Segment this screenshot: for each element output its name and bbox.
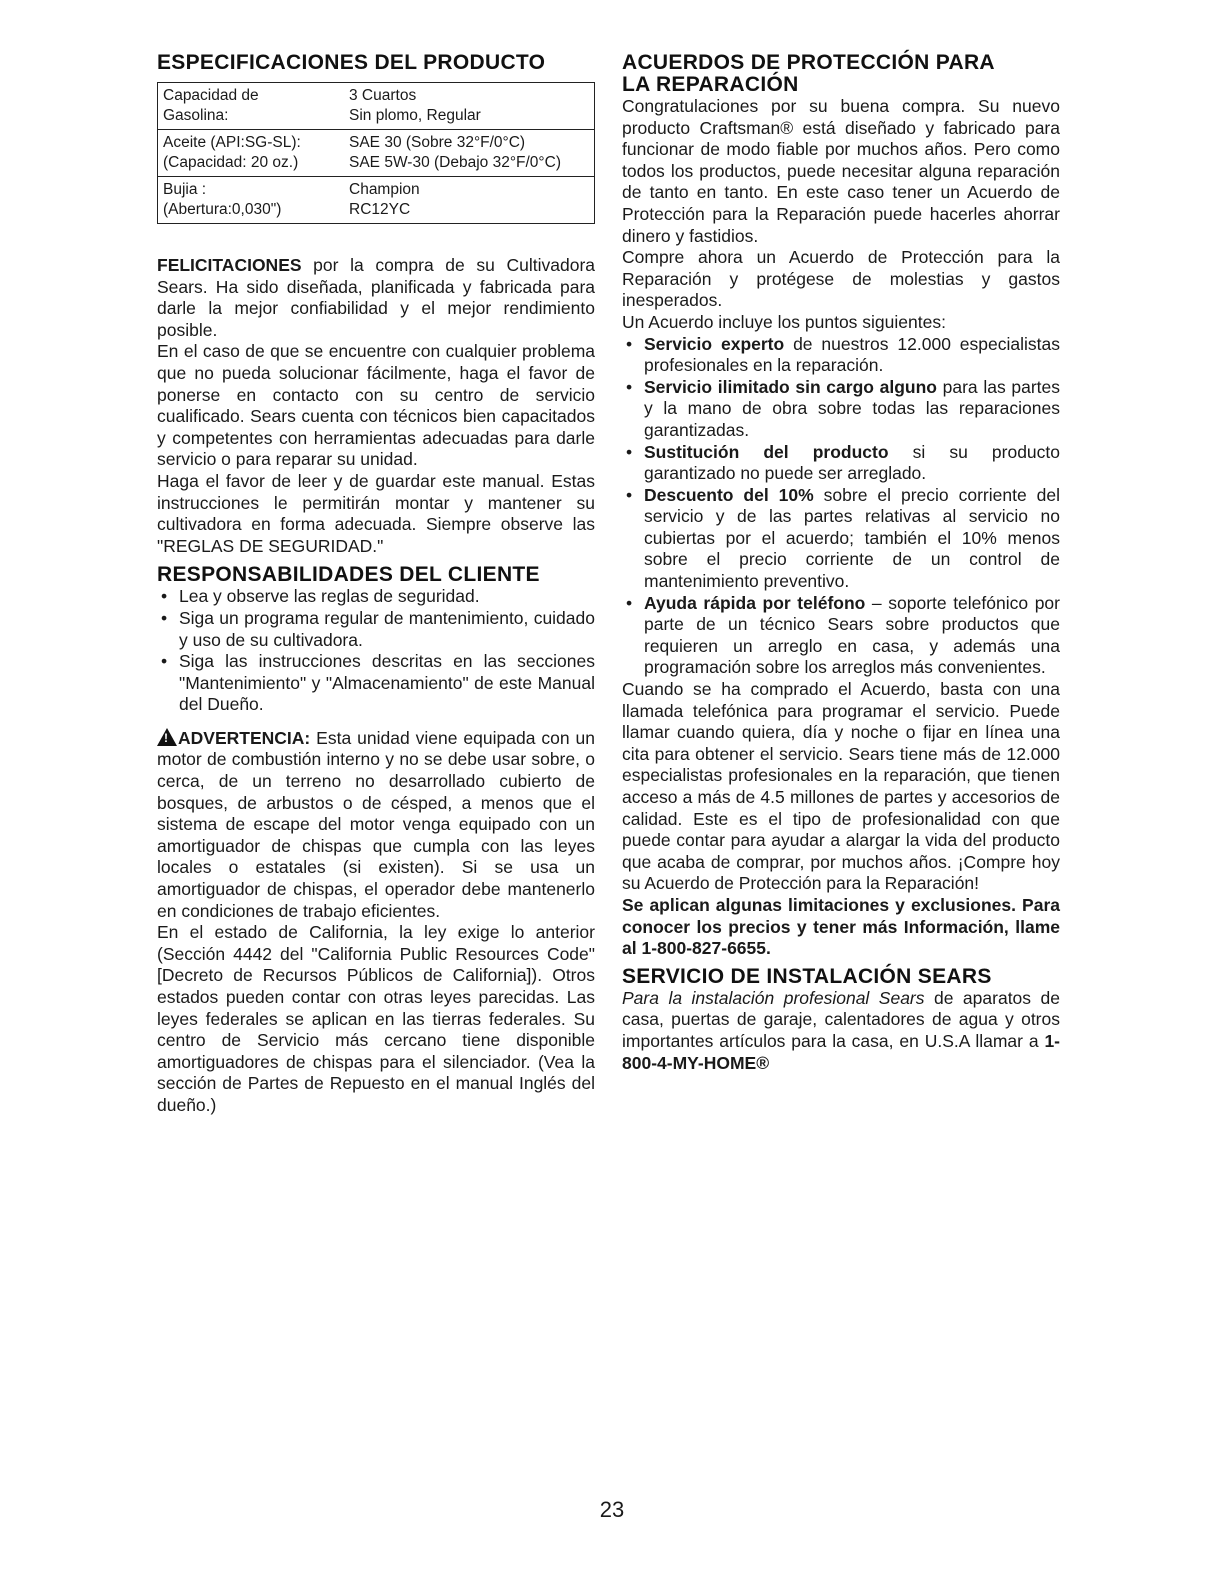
congrats-paragraph <box>157 255 595 341</box>
spec-label: Bujia : (Abertura:0,030") <box>163 181 282 218</box>
spec-table <box>157 82 595 224</box>
buy-paragraph: Compre ahora un Acuerdo de Protección para la Reparación y protégese de molestias y gastos inesperados. <box>622 247 1060 311</box>
list-item <box>622 485 1060 593</box>
protection-title-line1: ACUERDOS DE PROTECCIÓN PARA <box>622 51 995 74</box>
list-item <box>622 377 1060 442</box>
responsibilities-title: RESPONSABILIDADES DEL CLIENTE <box>157 563 540 587</box>
intro-paragraph: Congratulaciones por su buena compra. Su nuevo producto Craftsman® está diseñado y fabricado para funcionar de modo fiable por muchos años. Pero como todos los productos, puede necesitar alguna reparación de tanto en tanto. En este caso tener un Acuerdo de Protección para la Reparación puede hacerles ahorrar dinero y fastidios. <box>622 96 1060 246</box>
left-column <box>157 52 595 1117</box>
spec-value: SAE 30 (Sobre 32°F/0°C) SAE 5W-30 (Debajo 32°F/0°C) <box>349 134 561 171</box>
warning-paragraph <box>157 728 595 922</box>
benefits-list <box>622 334 1060 680</box>
install-phone: 1-800-4-MY-HOME® <box>622 1030 1060 1073</box>
page-number: 23 <box>599 1497 625 1522</box>
install-italic: Para la instalación profesional Sears <box>622 987 925 1008</box>
congrats-lead: FELICITACIONES <box>157 255 302 275</box>
limits-paragraph: Se aplican algunas limitaciones y exclusiones. Para conocer los precios y tener más Información, llame al 1-800-827-6655. <box>622 894 1060 959</box>
spec-value: 3 Cuartos Sin plomo, Regular <box>349 87 481 124</box>
benefit-text: sobre el precio corriente del servicio y de las partes relativas al servicio no cubiertas por el acuerdo; también el 10% menos sobre el precio corriente de un control de mantenimiento preventivo. <box>644 484 1061 592</box>
benefit-text: para las partes y la mano de obra sobre todas las reparaciones garantizadas. <box>644 376 1060 440</box>
spec-label: Aceite (API:SG-SL): (Capacidad: 20 oz.) <box>163 134 301 171</box>
benefit-bold: Servicio ilimitado sin cargo alguno <box>644 376 937 397</box>
spec-value: Champion RC12YC <box>349 181 420 218</box>
benefit-text: de nuestros 12.000 especialistas profesionales en la reparación. <box>644 333 1060 376</box>
list-item <box>622 442 1060 485</box>
warning-icon <box>157 728 177 746</box>
list-item <box>622 334 1060 377</box>
benefit-text: si su producto garantizado no puede ser arreglado. <box>644 441 1061 484</box>
responsibilities-list <box>157 586 595 716</box>
includes-paragraph: Un Acuerdo incluye los puntos siguientes: <box>622 311 946 332</box>
california-paragraph: En el estado de California, la ley exige lo anterior (Sección 4442 del "California Public Resources Code" [Decreto de Recursos Públicos de California]). Otros estados pueden contar con otras leyes parecidas. Las leyes federales se aplican en las tierras federales. Su centro de Servicio más cercano tiene disponible amortiguadores de chispas para el silenciador. (Vea la sección de Partes de Repuesto en el manual Inglés del dueño.) <box>157 922 595 1115</box>
spec-row <box>158 83 594 130</box>
service-paragraph: En el caso de que se encuentre con cualquier problema que no pueda solucionar fácilmente, haga el favor de ponerse en contacto con su centro de servicio cualificado. Sears cuenta con técnicos bien capacitados y competentes con herramientas adecuadas para darle servicio o para reparar su unidad. <box>157 341 595 470</box>
spec-row <box>158 130 594 177</box>
congrats-text: por la compra de su Cultivadora Sears. Ha sido diseñada, planificada y fabricada para darle la mejor confiabilidad y el mejor rendimiento posible. <box>157 255 595 340</box>
protection-title <box>622 52 1060 96</box>
warning-text: Esta unidad viene equipada con un motor de combustión interno y no se debe usar sobre, o cerca, de un terreno no desarrollado cubierto de bosques, de arbustos o de césped, a menos que el sistema de escape del motor venga equipado con un amortiguador de chispas que cumpla con las leyes locales o estatales (si existen). Si se usa un amortiguador de chispas, el operador debe mantenerlo en condiciones de trabajo eficientes. <box>157 727 595 921</box>
warning-label: ADVERTENCIA: <box>178 727 311 748</box>
install-title: SERVICIO DE INSTALACIÓN SEARS <box>622 964 992 988</box>
list-item: • Siga las instrucciones descritas en las secciones "Mantenimiento" y "Almacenamiento" de este Manual del Dueño. <box>157 651 595 716</box>
install-text: de aparatos de casa, puertas de garaje, calentadores de agua y otros importantes artículos para la casa, en U.S.A llamar a <box>622 987 1060 1051</box>
benefit-bold: Sustitución del producto <box>644 441 889 462</box>
spec-title: ESPECIFICACIONES DEL PRODUCTO <box>157 51 546 74</box>
benefit-text: – soporte telefónico por parte de un técnico Sears sobre productos que requieren un arreglo en casa, y además una programación sobre los arreglos más convenientes. <box>644 592 1060 678</box>
manual-paragraph: Haga el favor de leer y de guardar este manual. Estas instrucciones le permitirán montar y mantener su cultivadora en forma adecuada. Siempre observe las "REGLAS DE SEGURIDAD." <box>157 470 595 556</box>
purchase-paragraph: Cuando se ha comprado el Acuerdo, basta con una llamada telefónica para programar el servicio. Puede llamar cuando quiera, día y noche o fijar en línea una cita para obtener el servicio. Sears tiene más de 12.000 especialistas profesionales en la reparación, que tienen acceso a más de 4.5 millones de partes y accesorios de calidad. Este es el tipo de profesionalidad con que puede contar para ayudar a alargar la vida del producto que acaba de comprar, por muchos años. ¡Compre hoy su Acuerdo de Protección para la Reparación! <box>622 679 1060 894</box>
list-item <box>622 593 1060 679</box>
benefit-bold: Ayuda rápida por teléfono <box>644 592 866 613</box>
protection-title-line2: LA REPARACIÓN <box>622 73 799 96</box>
list-item: • Siga un programa regular de mantenimiento, cuidado y uso de su cultivadora. <box>157 608 595 651</box>
benefit-bold: Servicio experto <box>644 333 785 354</box>
benefit-bold: Descuento del 10% <box>644 484 814 505</box>
right-column <box>622 52 1060 1074</box>
spec-label: Capacidad de Gasolina: <box>163 87 259 124</box>
install-paragraph <box>622 988 1060 1074</box>
spec-row <box>158 177 594 223</box>
list-item: • Lea y observe las reglas de seguridad. <box>157 586 595 608</box>
